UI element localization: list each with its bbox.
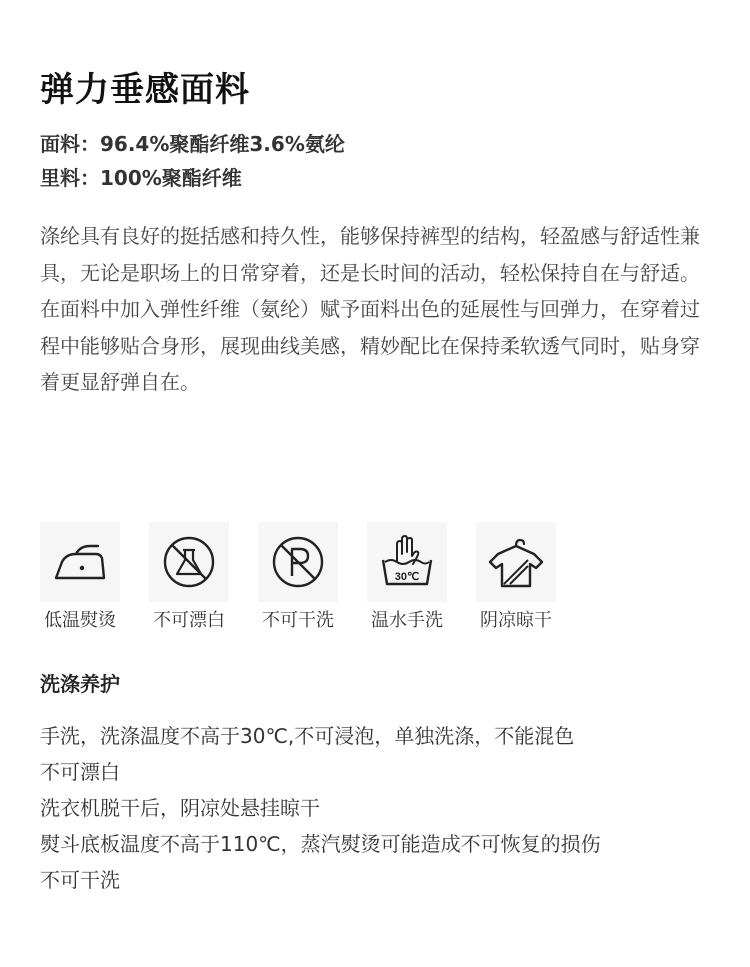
care-label: 阴凉晾干 bbox=[480, 610, 552, 631]
care-instruction-line: 熨斗底板温度不高于110℃，蒸汽熨烫可能造成不可恢复的损伤 bbox=[40, 832, 601, 856]
care-item-bleach bbox=[149, 522, 229, 640]
do-not-dry-clean-icon bbox=[258, 522, 338, 602]
product-title: 弹力垂感面料 bbox=[40, 70, 250, 110]
hand-wash-30c-icon bbox=[367, 522, 447, 602]
fabric-description: 涤纶具有良好的挺括感和持久性，能够保持裤型的结构，轻盈感与舒适性兼具，无论是职场上的日常穿着，还是长时间的活动，轻松保持自在与舒适。在面料中加入弹性纤维（氨纶）赋予面料出色的延展性与回弹力，在穿着过程中能够贴合身形，展现曲线美感，精妙配比在保持柔软透气同时，贴身穿着更显舒弹自在。 bbox=[40, 224, 700, 394]
lining-spec: 里料：100%聚酯纤维 bbox=[40, 166, 242, 190]
care-item-hand-wash bbox=[367, 522, 447, 640]
wash-temperature: 30℃ bbox=[394, 571, 420, 583]
care-item-dry-clean bbox=[258, 522, 338, 640]
care-instruction-line: 不可干洗 bbox=[40, 868, 120, 892]
care-instructions bbox=[40, 718, 720, 898]
care-item-shade-dry bbox=[476, 522, 556, 640]
do-not-bleach-icon bbox=[149, 522, 229, 602]
low-temperature-iron-icon bbox=[40, 522, 120, 602]
care-instruction-line: 不可漂白 bbox=[40, 760, 120, 784]
care-item-iron bbox=[40, 522, 120, 640]
care-label: 不可干洗 bbox=[262, 610, 334, 631]
fabric-spec: 面料：96.4%聚酯纤维3.6%氨纶 bbox=[40, 132, 345, 156]
care-icons bbox=[40, 522, 600, 640]
care-label: 不可漂白 bbox=[153, 610, 225, 631]
care-heading: 洗涤养护 bbox=[40, 672, 120, 696]
care-instruction-line: 手洗，洗涤温度不高于30℃,不可浸泡，单独洗涤，不能混色 bbox=[40, 724, 575, 748]
care-label: 温水手洗 bbox=[371, 610, 443, 631]
hang-dry-in-shade-icon bbox=[476, 522, 556, 602]
care-label: 低温熨烫 bbox=[44, 610, 116, 631]
care-instruction-line: 洗衣机脱干后，阴凉处悬挂晾干 bbox=[40, 796, 320, 820]
